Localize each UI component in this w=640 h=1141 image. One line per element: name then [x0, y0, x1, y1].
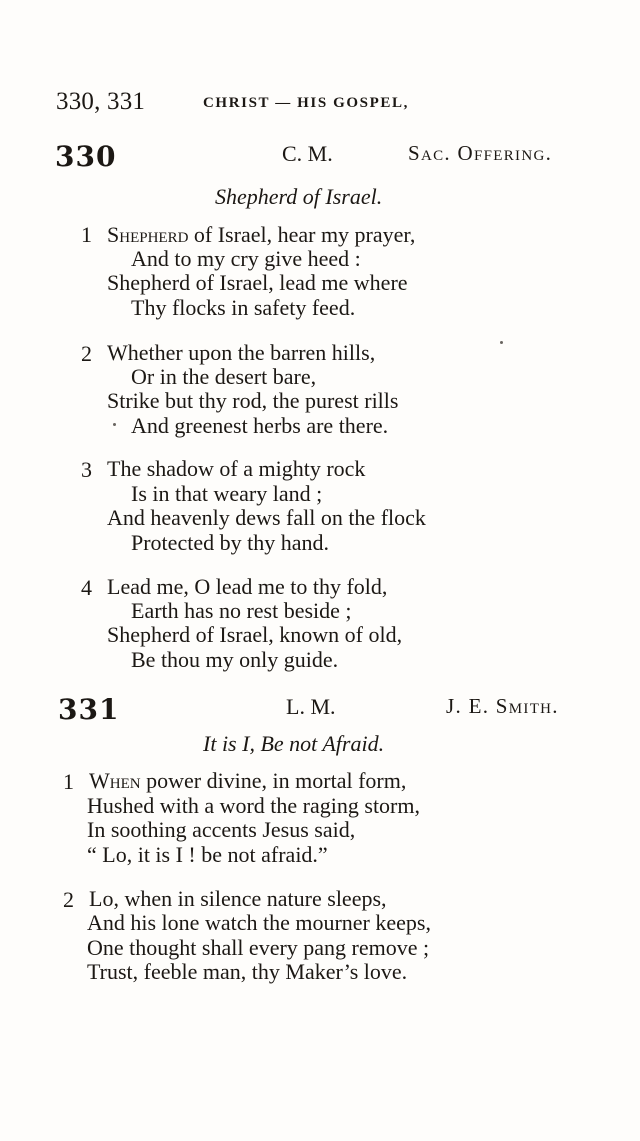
- verse-line: Protected by thy hand.: [131, 530, 329, 555]
- verse-line-rest: of Israel, hear my prayer,: [188, 222, 416, 247]
- verse-line: Earth has no rest beside ;: [131, 598, 352, 623]
- verse-number: 4: [81, 575, 92, 600]
- verse-line: Shepherd of Israel, known of old,: [107, 622, 403, 647]
- verse-number: 3: [81, 457, 92, 482]
- hymn-title: It is I, Be not Afraid.: [203, 731, 385, 756]
- page-numbers: 330, 331: [56, 88, 146, 115]
- running-title: CHRIST — HIS GOSPEL,: [203, 95, 409, 111]
- verse-line: Is in that weary land ;: [131, 481, 323, 506]
- verse-line: And his lone watch the mourner keeps,: [87, 910, 431, 935]
- verse-first-word: When: [89, 768, 141, 793]
- hymn-title: Shepherd of Israel.: [215, 184, 383, 209]
- hymn-meter: C. M.: [282, 141, 333, 166]
- verse-line: Hushed with a word the raging storm,: [87, 793, 420, 818]
- verse-line: And to my cry give heed :: [131, 246, 361, 271]
- verse-line: Shepherd of Israel, lead me where: [107, 270, 408, 295]
- verse-line: [89, 768, 406, 794]
- verse-line: Or in the desert bare,: [131, 364, 317, 389]
- hymn-tune: Sac. Offering.: [408, 141, 553, 165]
- verse-line: Thy flocks in safety feed.: [131, 295, 356, 320]
- verse-number: 2: [63, 887, 74, 912]
- verse-number: 1: [81, 222, 92, 247]
- verse-line: One thought shall every pang remove ;: [87, 935, 430, 960]
- verse-line: And heavenly dews fall on the flock: [107, 505, 426, 530]
- verse-number: 2: [81, 341, 92, 366]
- verse-line: “ Lo, it is I ! be not afraid.”: [87, 842, 328, 867]
- verse-number: 1: [63, 769, 74, 794]
- verse-line: And greenest herbs are there.: [131, 413, 389, 438]
- print-speck: [113, 423, 116, 426]
- print-speck: [500, 341, 503, 344]
- verse-line: [107, 222, 415, 248]
- hymn-number: 330: [55, 140, 117, 173]
- hymn-meter: L. M.: [286, 694, 336, 719]
- verse-line: Strike but thy rod, the purest rills: [107, 388, 399, 413]
- verse-line: Be thou my only guide.: [131, 647, 339, 672]
- verse-line: Trust, feeble man, thy Maker’s love.: [87, 959, 408, 984]
- verse-line: Lead me, O lead me to thy fold,: [107, 574, 388, 599]
- verse-first-word: Shepherd: [107, 222, 189, 247]
- verse-line-rest: power divine, in mortal form,: [140, 768, 407, 793]
- verse-line: In soothing accents Jesus said,: [87, 817, 356, 842]
- hymn-author: J. E. Smith.: [446, 694, 559, 718]
- verse-line: The shadow of a mighty rock: [107, 456, 366, 481]
- verse-line: Lo, when in silence nature sleeps,: [89, 886, 387, 911]
- verse-line: Whether upon the barren hills,: [107, 340, 376, 365]
- hymn-number: 331: [58, 693, 120, 726]
